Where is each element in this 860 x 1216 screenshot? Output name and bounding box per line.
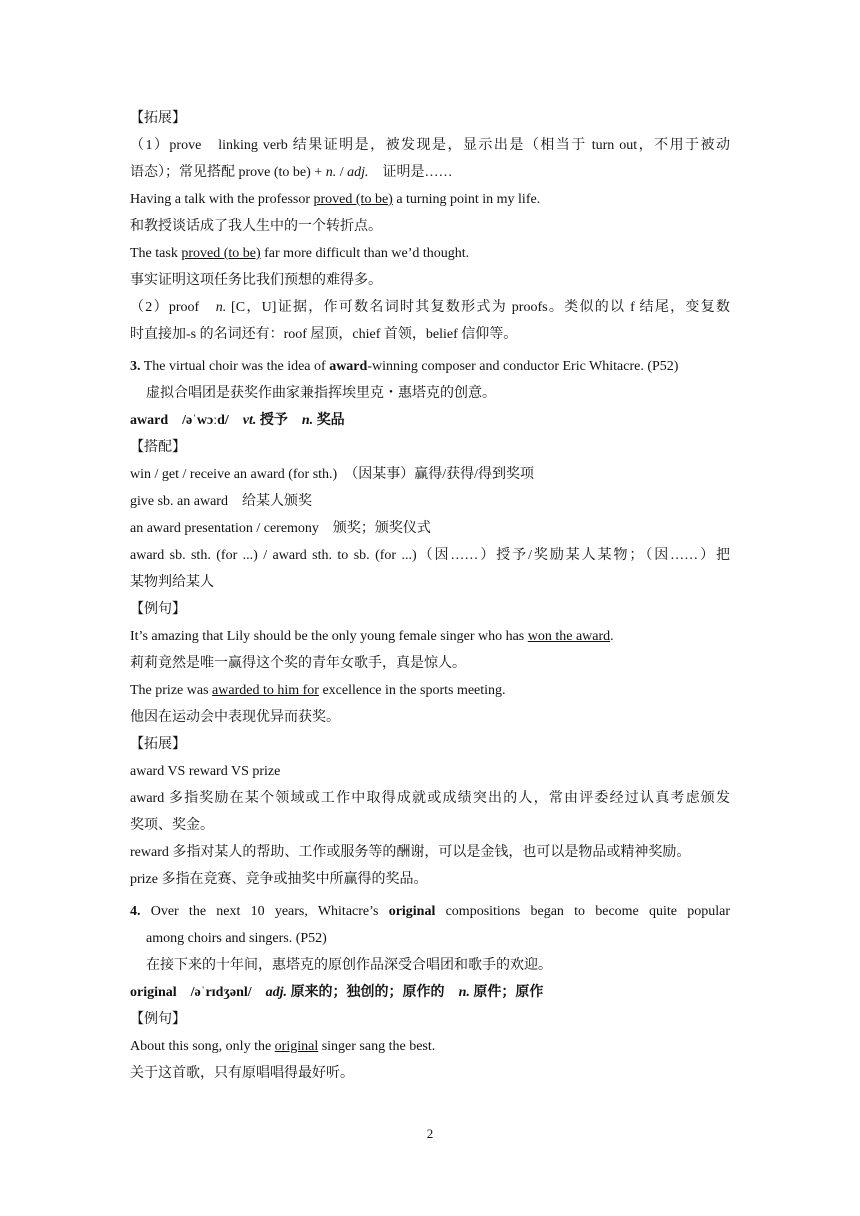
comparison-award-line1: award 多指奖励在某个领域或工作中取得成就或成绩突出的人，常由评委经过认真考虑颁发 xyxy=(130,791,730,806)
item-4-sentence-line1: 4. Over the next 10 years, Whitacre’s original compositions began to become quite popular xyxy=(130,904,730,919)
paragraph-prove-line2: 语态）；常见搭配 prove (to be) + n. / adj. 证明是…… xyxy=(130,165,453,180)
headword-original: original /əˈrɪdʒənl/ adj. 原来的；独创的；原作的 n. 原件；原作 xyxy=(130,985,544,1000)
item-4-sentence-line2: among choirs and singers. (P52) xyxy=(146,931,327,946)
example-translation: 事实证明这项任务比我们预想的难得多。 xyxy=(130,273,382,288)
collocation-item-cont: 某物判给某人 xyxy=(130,575,214,590)
page-number: 2 xyxy=(426,1126,434,1141)
example-sentence: The task proved (to be) far more difficult than we’d thought. xyxy=(130,246,470,261)
example-sentence: The prize was awarded to him for excellence in the sports meeting. xyxy=(130,683,506,698)
example-translation: 他因在运动会中表现优异而获奖。 xyxy=(130,710,340,725)
comparison-reward: reward 多指对某人的帮助、工作或服务等的酬谢，可以是金钱，也可以是物品或精神奖励。 xyxy=(130,845,691,860)
paragraph-prove-line1: （1）prove linking verb 结果证明是，被发现是，显示出是（相当于 turn out，不用于被动 xyxy=(130,138,730,153)
section-label-examples: 【例句】 xyxy=(130,1012,186,1027)
example-translation: 和教授谈话成了我人生中的一个转折点。 xyxy=(130,219,382,234)
example-sentence: It’s amazing that Lily should be the only young female singer who has won the award. xyxy=(130,629,614,644)
comparison-prize: prize 多指在竞赛、竞争或抽奖中所赢得的奖品。 xyxy=(130,872,428,887)
headword-award: award /əˈwɔːd/ vt. 授予 n. 奖品 xyxy=(130,413,345,428)
collocation-item: an award presentation / ceremony 颁奖；颁奖仪式 xyxy=(130,521,431,536)
section-label-extension: 【拓展】 xyxy=(130,737,186,752)
item-3-sentence: 3. The virtual choir was the idea of award-winning composer and conductor Eric Whitacre. (P52) xyxy=(130,359,679,374)
collocation-item: win / get / receive an award (for sth.) （因某事）赢得/获得/得到奖项 xyxy=(130,467,534,482)
section-label-examples: 【例句】 xyxy=(130,602,186,617)
item-4-translation: 在接下来的十年间，惠塔克的原创作品深受合唱团和歌手的欢迎。 xyxy=(146,958,552,973)
item-3-translation: 虚拟合唱团是获奖作曲家兼指挥埃里克・惠塔克的创意。 xyxy=(146,386,496,401)
example-translation: 关于这首歌，只有原唱唱得最好听。 xyxy=(130,1066,354,1081)
section-label-collocation: 【搭配】 xyxy=(130,440,186,455)
section-label-extension: 【拓展】 xyxy=(130,111,186,126)
comparison-award-line2: 奖项、奖金。 xyxy=(130,818,214,833)
example-sentence: About this song, only the original singer sang the best. xyxy=(130,1039,436,1054)
paragraph-proof-line1: （2）proof n. [C，U]证据，作可数名词时其复数形式为 proofs。类似的以 f 结尾，变复数 xyxy=(130,300,730,315)
example-translation: 莉莉竟然是唯一赢得这个奖的青年女歌手，真是惊人。 xyxy=(130,656,466,671)
collocation-item: give sb. an award 给某人颁奖 xyxy=(130,494,312,509)
document-body xyxy=(130,105,730,1087)
collocation-item: award sb. sth. (for ...) / award sth. to sb. (for ...)（因……）授予/奖励某人某物；（因……）把 xyxy=(130,548,730,563)
paragraph-proof-line2: 时直接加-s 的名词还有：roof 屋顶，chief 首领，belief 信仰等。 xyxy=(130,327,518,342)
comparison-title: award VS reward VS prize xyxy=(130,764,281,779)
example-sentence: Having a talk with the professor proved (to be) a turning point in my life. xyxy=(130,192,541,207)
